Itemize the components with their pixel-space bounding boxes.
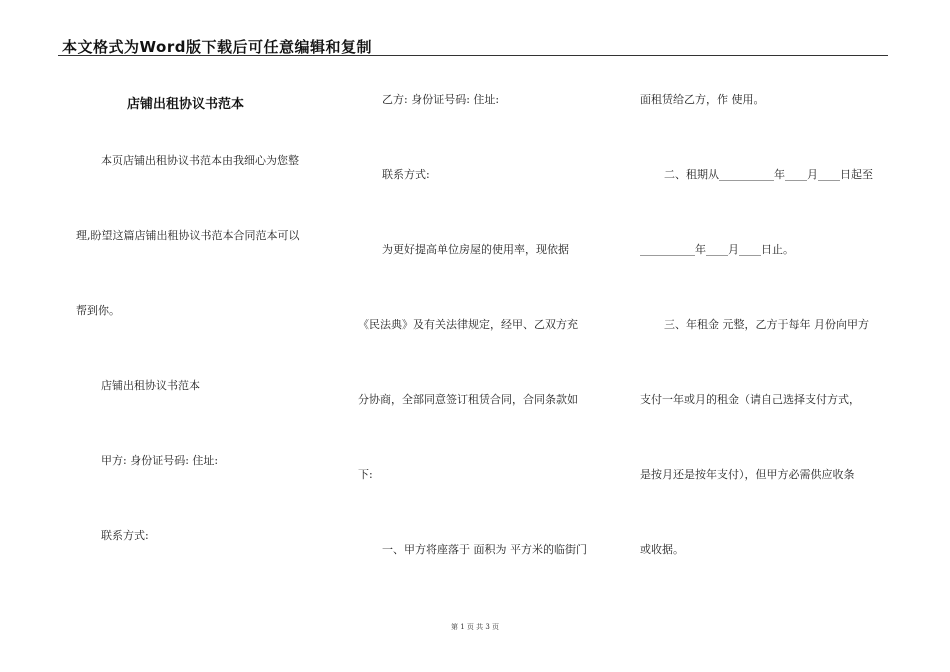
paragraph-line: 帮到你。 [76, 304, 120, 317]
paragraph-line: 二、租期从__________年____月____日起至 [664, 168, 873, 181]
paragraph-line: 店铺出租协议书范本 [101, 379, 200, 392]
paragraph-line: 联系方式: [101, 529, 149, 542]
paragraph-line: 为更好提高单位房屋的使用率，现依据 [382, 243, 569, 256]
paragraph-line: 或收据。 [640, 543, 684, 556]
paragraph-line: __________年____月____日止。 [640, 243, 794, 256]
paragraph-line: 支付一年或月的租金（请自己选择支付方式， [640, 393, 860, 406]
paragraph-line: 一、甲方将座落于 面积为 平方米的临街门 [382, 543, 587, 556]
paragraph-line: 乙方: 身份证号码: 住址: [382, 93, 500, 106]
paragraph-line: 理,盼望这篇店铺出租协议书范本合同范本可以 [76, 229, 300, 242]
paragraph-line: 甲方: 身份证号码: 住址: [101, 454, 219, 467]
paragraph-line: 分协商，全部同意签订租赁合同，合同条款如 [358, 393, 578, 406]
paragraph-line: 本页店铺出租协议书范本由我细心为您整 [101, 154, 299, 167]
paragraph-line: 三、年租金 元整，乙方于每年 月份向甲方 [664, 318, 869, 331]
paragraph-line: 联系方式: [382, 168, 430, 181]
paragraph-line: 面租赁给乙方，作 使用。 [640, 93, 765, 106]
page-number: 第 1 页 共 3 页 [450, 623, 500, 631]
document-title: 店铺出租协议书范本 [127, 97, 245, 112]
paragraph-line: 下: [358, 468, 373, 481]
paragraph-line: 《民法典》及有关法律规定，经甲、乙双方充 [358, 318, 578, 331]
header-divider [58, 55, 888, 56]
header-title: 本文格式为Word版下载后可任意编辑和复制 [62, 38, 372, 56]
paragraph-line: 是按月还是按年支付），但甲方必需供应收条 [640, 468, 855, 481]
